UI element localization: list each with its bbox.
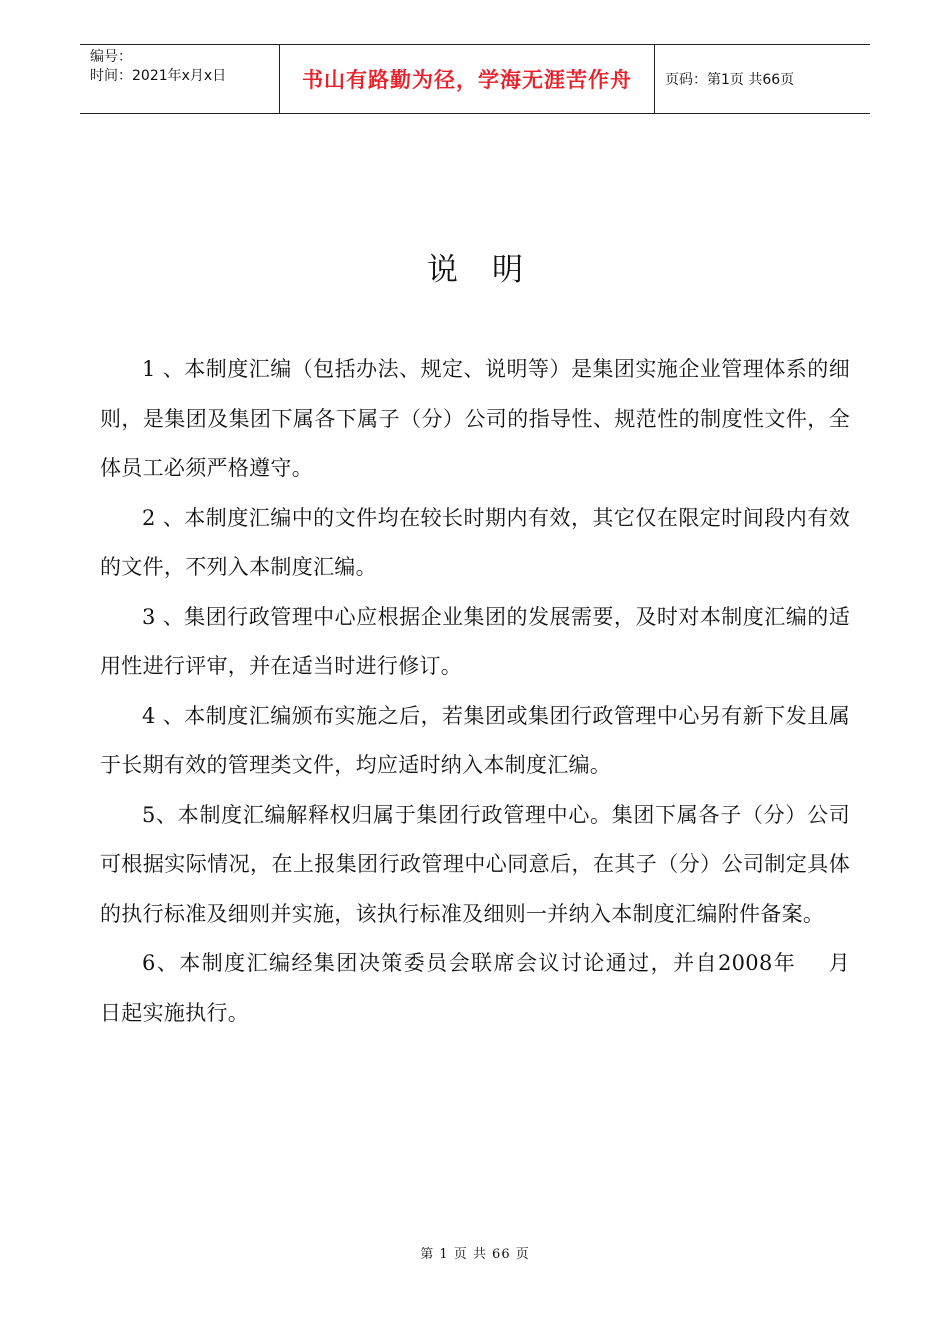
header-motto: 书山有路勤为径，学海无涯苦作舟 (280, 45, 655, 113)
document-time-label: 时间：2021年x月x日 (90, 68, 227, 84)
paragraph-6: 6、本制度汇编经集团决策委员会联席会议讨论通过，并自2008年 月 日起实施执行。 (100, 951, 878, 1025)
header-page-info: 页码：第1页 共66页 (665, 72, 795, 88)
document-number-label: 编号： (90, 49, 132, 65)
paragraph-5: 5、本制度汇编解释权归属于集团行政管理中心。集团下属各子（分）公司可根据实际情况，在上报集团行政管理中心同意后，在其子（分）公司制定具体的执行标准及细则并实施，该执行标准及细则一并纳入本制度汇编附件备案。 (100, 802, 850, 926)
document-title: 说明 (427, 252, 557, 288)
page-header (80, 44, 870, 114)
document-body (100, 345, 878, 1038)
paragraph-3: 3 、集团行政管理中心应根据企业集团的发展需要，及时对本制度汇编的适用性进行评审，并在适当时进行修订。 (100, 604, 850, 678)
paragraph-1: 1 、本制度汇编（包括办法、规定、说明等）是集团实施企业管理体系的细则，是集团及集团下属各下属子（分）公司的指导性、规范性的制度性文件，全体员工必须严格遵守。 (100, 357, 850, 480)
paragraph-2: 2 、本制度汇编中的文件均在较长时期内有效，其它仅在限定时间段内有效的文件，不列入本制度汇编。 (100, 505, 850, 579)
page-footer: 第 1 页 共 66 页 (420, 1247, 530, 1262)
header-meta (80, 45, 280, 113)
paragraph-4: 4 、本制度汇编颁布实施之后，若集团或集团行政管理中心另有新下发且属于长期有效的管理类文件，均应适时纳入本制度汇编。 (100, 703, 850, 777)
